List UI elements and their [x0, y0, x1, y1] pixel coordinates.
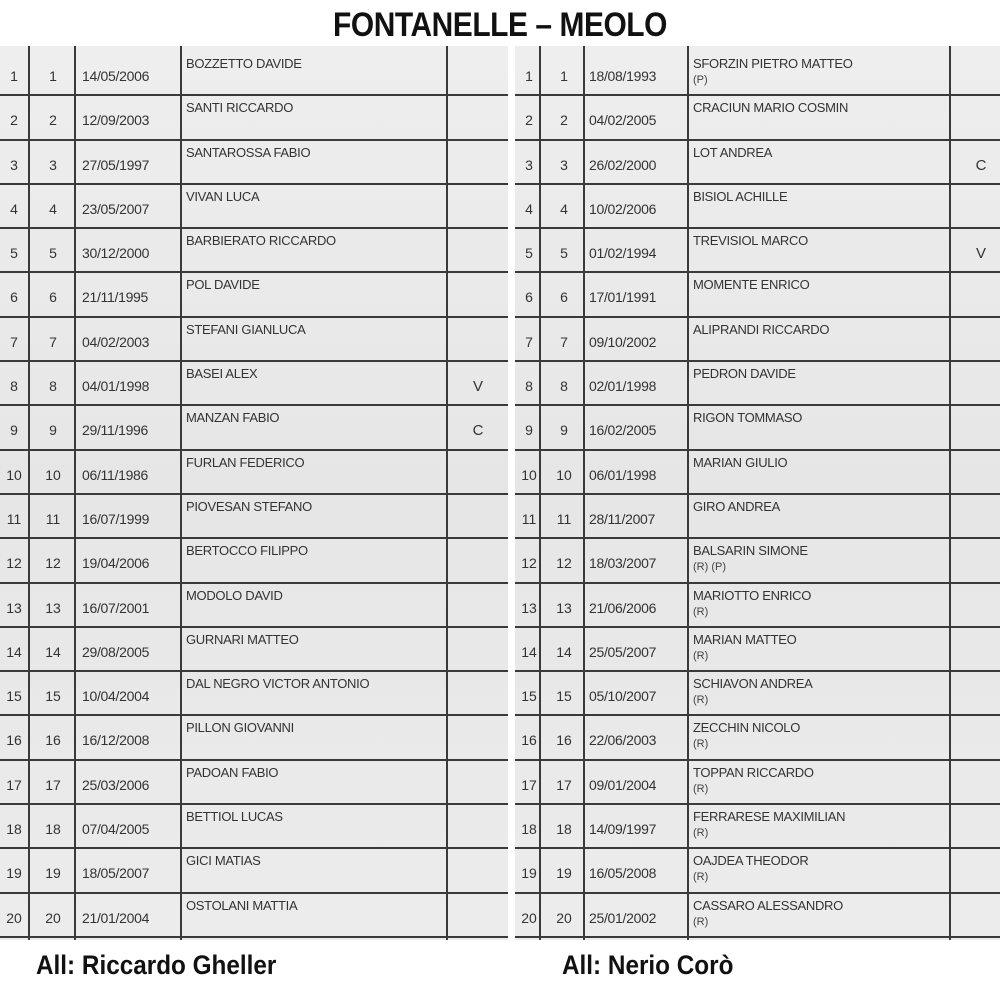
player-name: DAL NEGRO VICTOR ANTONIO	[186, 676, 370, 692]
row-index: 17	[521, 776, 537, 793]
table-row	[0, 628, 508, 672]
shirt-number: 11	[45, 510, 61, 527]
row-index: 8	[10, 378, 18, 395]
shirt-number: 13	[45, 599, 61, 616]
row-index: 6	[10, 289, 18, 306]
birth-date: 18/03/2007	[589, 555, 657, 572]
table-row	[0, 805, 508, 849]
birth-date: 16/05/2008	[589, 865, 657, 882]
shirt-number: 10	[45, 466, 61, 483]
row-index: 17	[6, 776, 22, 793]
player-role-note: (P)	[693, 74, 708, 86]
birth-date: 16/07/1999	[82, 510, 150, 527]
row-index: 4	[10, 200, 18, 217]
player-role-note: (R)	[693, 915, 709, 928]
table-row	[515, 141, 1000, 185]
shirt-number: 3	[560, 156, 568, 173]
captain-mark: V	[975, 245, 986, 263]
roster-sheet-home	[0, 46, 508, 940]
shirt-number: 17	[556, 776, 572, 793]
shirt-number: 7	[560, 333, 568, 350]
row-index: 8	[525, 378, 533, 395]
player-name: GIRO ANDREA	[693, 498, 780, 514]
birth-date: 01/02/1994	[589, 245, 657, 262]
row-index: 11	[6, 510, 22, 527]
row-index: 14	[521, 643, 537, 660]
birth-date: 18/08/1993	[589, 68, 657, 84]
away-coach-label: All: Nerio Corò	[562, 950, 734, 980]
shirt-number: 15	[45, 688, 61, 705]
row-index: 18	[6, 821, 22, 838]
player-name: CRACIUN MARIO COSMIN	[693, 100, 849, 116]
table-row	[515, 52, 1000, 96]
table-row	[515, 96, 1000, 140]
shirt-number: 1	[49, 68, 57, 84]
table-row	[0, 273, 508, 317]
shirt-number: 9	[49, 422, 57, 439]
shirt-number: 3	[49, 156, 57, 173]
shirt-number: 13	[556, 599, 572, 616]
row-index: 4	[525, 200, 533, 217]
row-index: 5	[525, 245, 533, 262]
player-role-note: (R)	[693, 605, 709, 618]
row-index: 10	[521, 466, 537, 483]
shirt-number: 10	[556, 466, 572, 483]
birth-date: 16/12/2008	[82, 732, 150, 749]
birth-date: 14/05/2006	[82, 68, 150, 84]
birth-date: 25/03/2006	[82, 776, 150, 793]
birth-date: 22/06/2003	[589, 732, 657, 749]
row-index: 2	[525, 112, 533, 129]
row-index: 3	[525, 156, 533, 173]
player-name: ALIPRANDI RICCARDO	[693, 321, 830, 337]
row-index: 12	[6, 555, 22, 572]
player-name: BASEI ALEX	[186, 366, 258, 382]
shirt-number: 4	[49, 200, 57, 217]
table-row	[0, 894, 508, 938]
birth-date: 21/01/2004	[82, 909, 150, 926]
shirt-number: 12	[556, 555, 572, 572]
table-row	[515, 185, 1000, 229]
home-coach-label: All: Riccardo Gheller	[36, 950, 277, 980]
table-row	[0, 495, 508, 539]
player-role-note: (R)	[693, 827, 709, 840]
table-row	[515, 716, 1000, 760]
shirt-number: 12	[45, 555, 61, 572]
row-index: 13	[521, 599, 537, 616]
birth-date: 05/10/2007	[589, 688, 657, 705]
birth-date: 18/05/2007	[82, 865, 150, 882]
birth-date: 21/06/2006	[589, 599, 657, 616]
player-name: TOPPAN RICCARDO	[693, 764, 814, 780]
row-index: 1	[10, 68, 18, 84]
table-row	[0, 849, 508, 893]
shirt-number: 19	[556, 865, 572, 882]
row-index: 14	[6, 643, 22, 660]
player-name: SFORZIN PIETRO MATTEO	[693, 56, 853, 71]
player-name: BALSARIN SIMONE	[693, 543, 808, 559]
player-name: MODOLO DAVID	[186, 587, 283, 603]
player-role-note: (R)	[693, 694, 709, 707]
table-row	[515, 229, 1000, 273]
player-name: RIGON TOMMASO	[693, 410, 803, 426]
shirt-number: 9	[560, 422, 568, 439]
birth-date: 28/11/2007	[589, 510, 656, 527]
row-index: 3	[10, 156, 18, 173]
birth-date: 29/11/1996	[82, 422, 149, 439]
player-name: BARBIERATO RICCARDO	[186, 233, 336, 249]
player-name: SANTAROSSA FABIO	[186, 144, 311, 160]
table-row	[0, 229, 508, 273]
birth-date: 27/05/1997	[82, 156, 150, 173]
shirt-number: 5	[560, 245, 568, 262]
player-name: PEDRON DAVIDE	[693, 366, 796, 382]
player-name: VIVAN LUCA	[186, 188, 260, 204]
row-index: 13	[6, 599, 22, 616]
shirt-number: 6	[560, 289, 568, 306]
shirt-number: 17	[45, 776, 61, 793]
player-name: SCHIAVON ANDREA	[693, 676, 813, 692]
player-role-note: (R)	[693, 649, 709, 662]
row-index: 9	[525, 422, 533, 439]
shirt-number: 16	[45, 732, 61, 749]
player-name: MOMENTE ENRICO	[693, 277, 810, 293]
player-name: GURNARI MATTEO	[186, 631, 299, 647]
table-row	[0, 716, 508, 760]
captain-mark: C	[472, 422, 484, 440]
row-index: 5	[10, 245, 18, 262]
player-name: STEFANI GIANLUCA	[186, 321, 306, 337]
table-row	[515, 672, 1000, 716]
birth-date: 09/01/2004	[589, 776, 657, 793]
shirt-number: 20	[45, 909, 61, 926]
roster-rows-home	[0, 52, 508, 938]
shirt-number: 7	[49, 333, 57, 350]
player-name: ZECCHIN NICOLO	[693, 720, 801, 736]
row-index: 9	[10, 422, 18, 439]
table-row	[515, 628, 1000, 672]
row-index: 19	[521, 865, 537, 882]
birth-date: 04/02/2003	[82, 333, 150, 350]
shirt-number: 18	[45, 821, 61, 838]
birth-date: 14/09/1997	[589, 821, 657, 838]
row-index: 6	[525, 289, 533, 306]
player-name: BISIOL ACHILLE	[693, 188, 788, 204]
shirt-number: 20	[556, 909, 572, 926]
roster-rows-away	[515, 52, 1000, 938]
shirt-number: 15	[556, 688, 572, 705]
shirt-number: 18	[556, 821, 572, 838]
birth-date: 04/01/1998	[82, 378, 150, 395]
shirt-number: 5	[49, 245, 57, 262]
birth-date: 19/04/2006	[82, 555, 150, 572]
player-name: MANZAN FABIO	[186, 410, 280, 426]
birth-date: 26/02/2000	[589, 156, 657, 173]
table-row	[0, 185, 508, 229]
shirt-number: 11	[556, 510, 572, 527]
row-index: 10	[6, 466, 22, 483]
player-name: CASSARO ALESSANDRO	[693, 897, 843, 913]
shirt-number: 8	[49, 378, 57, 395]
page-title: FONTANELLE – MEOLO	[333, 6, 667, 44]
birth-date: 23/05/2007	[82, 200, 150, 217]
table-row	[515, 273, 1000, 317]
table-row	[0, 761, 508, 805]
shirt-number: 16	[556, 732, 572, 749]
player-name: PIOVESAN STEFANO	[186, 498, 312, 514]
table-row	[0, 539, 508, 583]
row-index: 19	[6, 865, 22, 882]
row-index: 12	[521, 555, 537, 572]
table-row	[0, 141, 508, 185]
shirt-number: 14	[556, 643, 572, 660]
birth-date: 06/01/1998	[589, 466, 657, 483]
shirt-number: 2	[560, 112, 568, 129]
row-index: 16	[521, 732, 537, 749]
player-name: FURLAN FEDERICO	[186, 454, 305, 470]
player-name: OSTOLANI MATTIA	[186, 897, 298, 913]
birth-date: 09/10/2002	[589, 333, 657, 350]
player-role-note: (R)	[693, 738, 709, 751]
table-row	[515, 539, 1000, 583]
row-index: 20	[6, 909, 22, 926]
table-row	[0, 362, 508, 406]
shirt-number: 8	[560, 378, 568, 395]
shirt-number: 4	[560, 200, 568, 217]
table-row	[515, 318, 1000, 362]
table-row	[515, 362, 1000, 406]
player-name: BETTIOL LUCAS	[186, 809, 283, 825]
birth-date: 10/04/2004	[82, 688, 150, 705]
table-row	[515, 495, 1000, 539]
player-name: BOZZETTO DAVIDE	[186, 56, 302, 71]
birth-date: 30/12/2000	[82, 245, 150, 262]
shirt-number: 19	[45, 865, 61, 882]
table-row	[0, 318, 508, 362]
player-role-note: (R)	[693, 871, 709, 884]
birth-date: 07/04/2005	[82, 821, 150, 838]
captain-mark: V	[472, 378, 483, 396]
shirt-number: 6	[49, 289, 57, 306]
shirt-number: 1	[560, 68, 568, 84]
birth-date: 29/08/2005	[82, 643, 150, 660]
player-name: TREVISIOL MARCO	[693, 233, 808, 249]
table-row	[515, 406, 1000, 450]
row-index: 15	[521, 688, 537, 705]
birth-date: 12/09/2003	[82, 112, 150, 129]
row-index: 11	[521, 510, 537, 527]
player-name: LOT ANDREA	[693, 144, 773, 160]
table-row	[0, 451, 508, 495]
birth-date: 10/02/2006	[589, 200, 657, 217]
row-index: 16	[6, 732, 22, 749]
row-index: 15	[6, 688, 22, 705]
table-row	[515, 894, 1000, 938]
row-index: 2	[10, 112, 18, 129]
row-index: 7	[525, 333, 533, 350]
birth-date: 17/01/1991	[589, 289, 657, 306]
player-name: PADOAN FABIO	[186, 764, 279, 780]
player-name: MARIOTTO ENRICO	[693, 587, 812, 603]
player-name: FERRARESE MAXIMILIAN	[693, 809, 846, 825]
table-row	[0, 52, 508, 96]
player-name: SANTI RICCARDO	[186, 100, 294, 116]
row-index: 1	[525, 68, 533, 84]
table-row	[0, 96, 508, 140]
birth-date: 04/02/2005	[589, 112, 657, 129]
birth-date: 02/01/1998	[589, 378, 657, 395]
row-index: 7	[10, 333, 18, 350]
player-role-note: (R)	[693, 782, 709, 795]
player-role-note: (R) (P)	[693, 561, 726, 574]
row-index: 20	[521, 909, 537, 926]
roster-sheet-away	[515, 46, 1000, 940]
player-name: GICI MATIAS	[186, 853, 261, 869]
table-row	[515, 451, 1000, 495]
player-name: POL DAVIDE	[186, 277, 260, 293]
table-row	[0, 584, 508, 628]
row-index: 18	[521, 821, 537, 838]
birth-date: 25/01/2002	[589, 909, 657, 926]
shirt-number: 14	[45, 643, 61, 660]
table-row	[515, 805, 1000, 849]
birth-date: 06/11/1986	[82, 466, 149, 483]
table-row	[515, 761, 1000, 805]
table-row	[515, 849, 1000, 893]
player-name: OAJDEA THEODOR	[693, 853, 809, 869]
player-name: PILLON GIOVANNI	[186, 720, 294, 736]
birth-date: 16/07/2001	[82, 599, 150, 616]
table-row	[0, 672, 508, 716]
birth-date: 16/02/2005	[589, 422, 657, 439]
player-name: MARIAN GIULIO	[693, 454, 788, 470]
captain-mark: C	[975, 156, 987, 174]
player-name: BERTOCCO FILIPPO	[186, 543, 308, 559]
birth-date: 25/05/2007	[589, 643, 657, 660]
shirt-number: 2	[49, 112, 57, 129]
player-name: MARIAN MATTEO	[693, 631, 797, 647]
table-row	[0, 406, 508, 450]
birth-date: 21/11/1995	[82, 289, 149, 306]
table-row	[515, 584, 1000, 628]
